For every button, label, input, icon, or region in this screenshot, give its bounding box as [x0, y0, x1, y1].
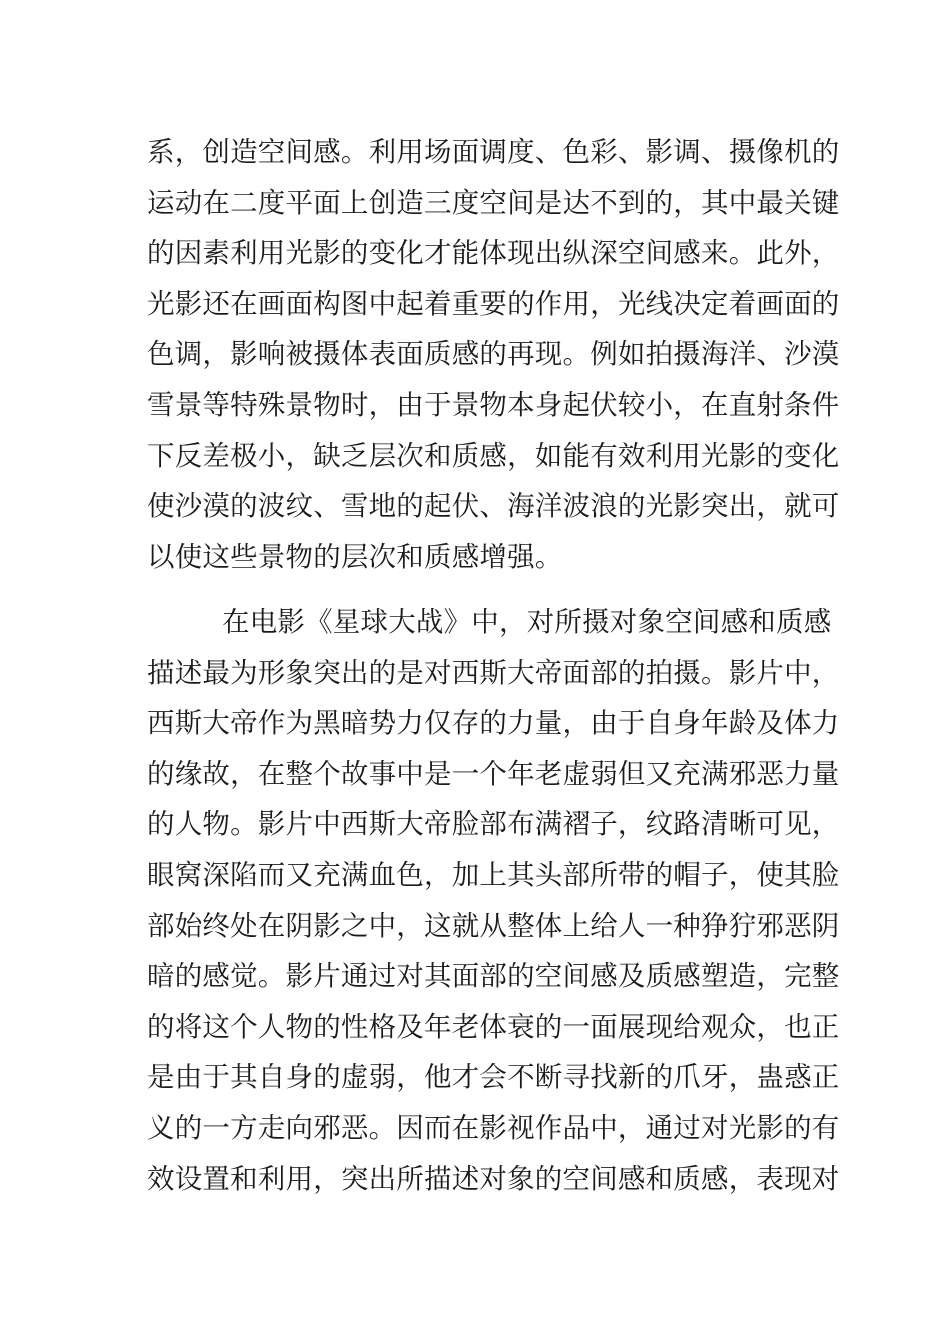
- text-line: 的人物。影片中西斯大帝脸部布满褶子，纹路清晰可见，: [147, 808, 840, 841]
- text-line: 的将这个人物的性格及年老体衰的一面展现给观众，也正: [147, 1010, 840, 1043]
- text-line: 使沙漠的波纹、雪地的起伏、海洋波浪的光影突出，就可: [147, 490, 840, 523]
- text-line: 的因素利用光影的变化才能体现出纵深空间感来。此外，: [147, 237, 840, 270]
- text-line: 光影还在画面构图中起着重要的作用，光线决定着画面的: [147, 287, 840, 320]
- text-line: 是由于其自身的虚弱，他才会不断寻找新的爪牙，蛊惑正: [147, 1061, 840, 1094]
- paragraph-2: [147, 597, 840, 1204]
- text-line: 雪景等特殊景物时，由于景物本身起伏较小，在直射条件: [147, 388, 840, 421]
- text-line: 义的一方走向邪恶。因而在影视作品中，通过对光影的有: [147, 1111, 840, 1144]
- text-line: 以使这些景物的层次和质感增强。: [147, 540, 563, 573]
- text-line: 部始终处在阴影之中，这就从整体上给人一种狰狞邪恶阴: [147, 909, 840, 942]
- text-line: 下反差极小，缺乏层次和质感，如能有效利用光影的变化: [147, 439, 840, 472]
- text-line: 运动在二度平面上创造三度空间是达不到的，其中最关键: [147, 186, 840, 219]
- text-line: 西斯大帝作为黑暗势力仅存的力量，由于自身年龄及体力: [147, 707, 840, 740]
- text-line: 描述最为形象突出的是对西斯大帝面部的拍摄。影片中，: [147, 656, 840, 689]
- text-line-indented: 在电影《星球大战》中，对所摄对象空间感和质感: [222, 606, 832, 638]
- text-line: 效设置和利用，突出所描述对象的空间感和质感，表现对: [147, 1162, 840, 1195]
- text-line: 的缘故，在整个故事中是一个年老虚弱但又充满邪恶力量: [147, 757, 840, 790]
- text-line: 暗的感觉。影片通过对其面部的空间感及质感塑造，完整: [147, 960, 840, 993]
- text-line: 色调，影响被摄体表面质感的再现。例如拍摄海洋、沙漠: [147, 338, 840, 371]
- text-line: 眼窝深陷而又充满血色，加上其头部所带的帽子，使其脸: [147, 858, 840, 891]
- paragraph-1: [147, 127, 840, 582]
- text-line: 系，创造空间感。利用场面调度、色彩、影调、摄像机的: [147, 136, 840, 168]
